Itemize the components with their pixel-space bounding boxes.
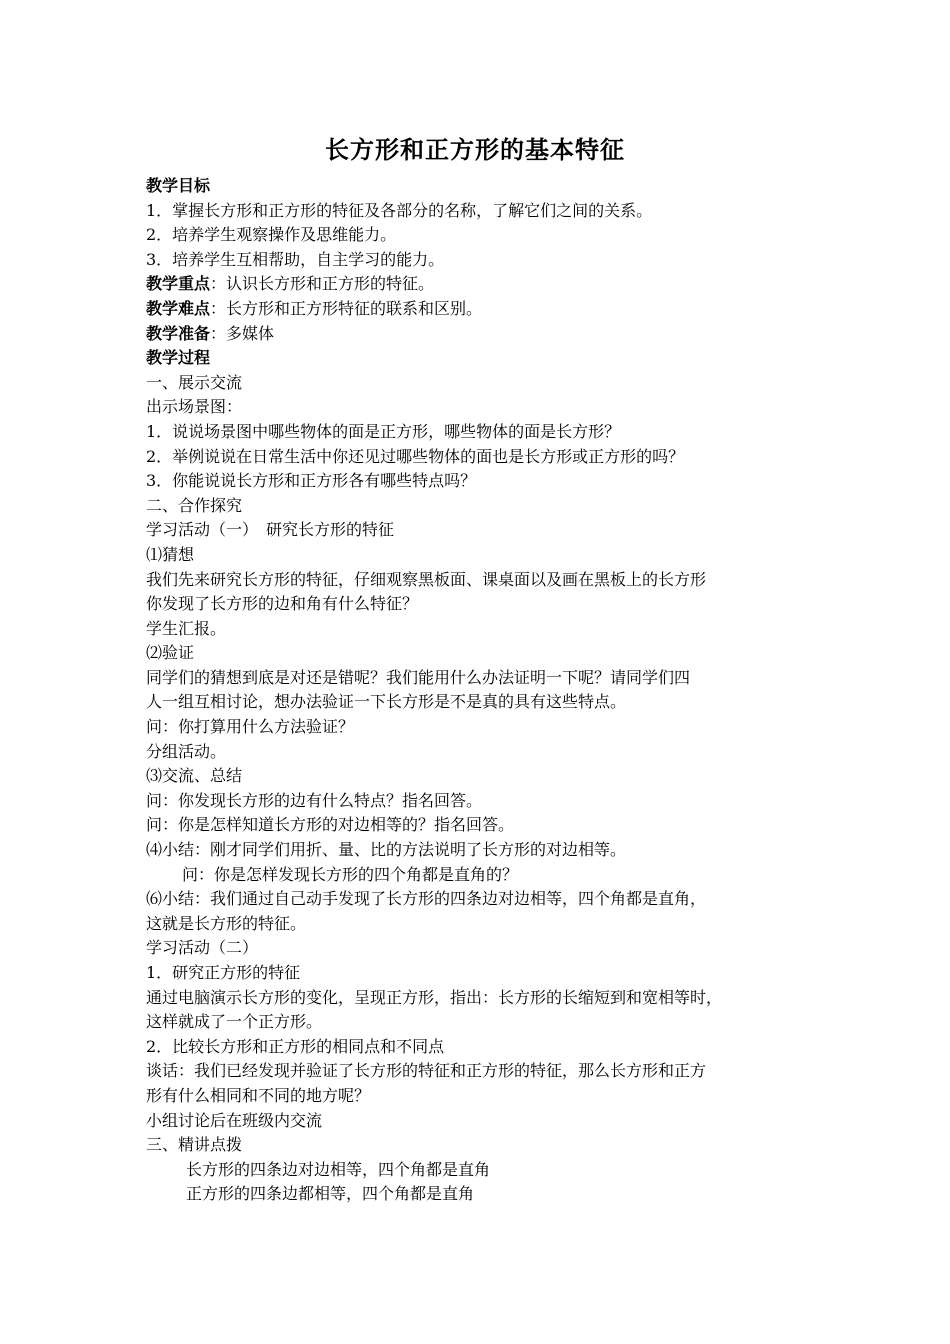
step2-line: 人一组互相讨论，想办法验证一下长方形是不是真的具有这些特点。 [146, 692, 627, 712]
section3-line: 正方形的四条边都相等，四个角都是直角 [186, 1184, 475, 1204]
difficulty-label: 教学难点 [146, 298, 211, 318]
step1-line: 你发现了长方形的边和角有什么特征？ [146, 594, 419, 614]
section1-item: 1．说说场景图中哪些物体的面是正方形，哪些物体的面是长方形？ [146, 421, 621, 441]
section3-line: 长方形的四条边对边相等，四个角都是直角 [186, 1159, 491, 1179]
section1-heading: 一、展示交流 [146, 372, 243, 392]
objective-item: 3．培养学生互相帮助，自主学习的能力。 [146, 249, 445, 269]
step2-line: 同学们的猜想到底是对还是错呢？我们能用什么办法证明一下呢？请同学们四 [146, 667, 691, 687]
step3-indented-question: 问：你是怎样发现长方形的四个角都是直角的？ [182, 864, 519, 884]
section3-heading: 三、精讲点拨 [146, 1135, 243, 1155]
section2-heading: 二、合作探究 [146, 495, 243, 515]
step6-line: ⑹小结：我们通过自己动手发现了长方形的四条边对边相等，四个角都是直角， [146, 889, 707, 909]
difficulty-text: ：长方形和正方形特征的联系和区别。 [210, 298, 483, 318]
preparation-row [146, 322, 814, 347]
step1-line: 我们先来研究长方形的特征，仔细观察黑板面、课桌面以及画在黑板上的长方形 [146, 569, 707, 589]
step3-line: ⑷小结：刚才同学们用折、量、比的方法说明了长方形的对边相等。 [146, 840, 627, 860]
objective-item: 1．掌握长方形和正方形的特征及各部分的名称，了解它们之间的关系。 [146, 200, 653, 220]
step1-heading: ⑴猜想 [146, 544, 195, 564]
step6-line: 这就是长方形的特征。 [146, 913, 307, 933]
preparation-text: ：多媒体 [210, 323, 275, 343]
step1-line: 学生汇报。 [146, 618, 227, 638]
difficulty-row [146, 297, 814, 322]
activity1-heading: 学习活动（一） 研究长方形的特征 [146, 520, 395, 540]
activity2-line: 这样就成了一个正方形。 [146, 1012, 323, 1032]
objectives-heading [146, 174, 814, 199]
activity2-line: 小组讨论后在班级内交流 [146, 1110, 323, 1130]
step2-heading: ⑵验证 [146, 643, 195, 663]
activity2-line: 通过电脑演示长方形的变化，呈现正方形，指出：长方形的长缩短到和宽相等时， [146, 987, 723, 1007]
activity2-line: 形有什么相同和不同的地方呢？ [146, 1085, 371, 1105]
key-point-text: ：认识长方形和正方形的特征。 [210, 274, 435, 294]
activity2-line: 1．研究正方形的特征 [146, 963, 301, 982]
section1-intro: 出示场景图： [146, 397, 243, 417]
process-heading: 教学过程 [146, 348, 211, 368]
document-body [146, 174, 814, 1207]
objective-item: 2．培养学生观察操作及思维能力。 [146, 225, 397, 245]
preparation-label: 教学准备 [146, 323, 211, 343]
step3-heading: ⑶交流、总结 [146, 766, 243, 786]
section1-item: 2．举例说说在日常生活中你还见过哪些物体的面也是长方形或正方形的吗？ [146, 446, 685, 466]
step3-line: 问：你是怎样知道长方形的对边相等的？指名回答。 [146, 815, 515, 835]
step2-line: 问：你打算用什么方法验证？ [146, 717, 355, 737]
section1-item: 3．你能说说长方形和正方形各有哪些特点吗？ [146, 471, 477, 491]
activity2-heading: 学习活动（二） [146, 938, 259, 958]
objectives-heading-text: 教学目标 [146, 176, 211, 195]
key-point-row [146, 272, 814, 297]
step3-line: 问：你发现长方形的边有什么特点？指名回答。 [146, 790, 483, 810]
key-point-label: 教学重点 [146, 274, 211, 294]
step2-line: 分组活动。 [146, 741, 227, 761]
page-title: 长方形和正方形的基本特征 [325, 136, 625, 164]
activity2-line: 2．比较长方形和正方形的相同点和不同点 [146, 1036, 445, 1056]
activity2-line: 谈话：我们已经发现并验证了长方形的特征和正方形的特征，那么长方形和正方 [146, 1061, 707, 1081]
